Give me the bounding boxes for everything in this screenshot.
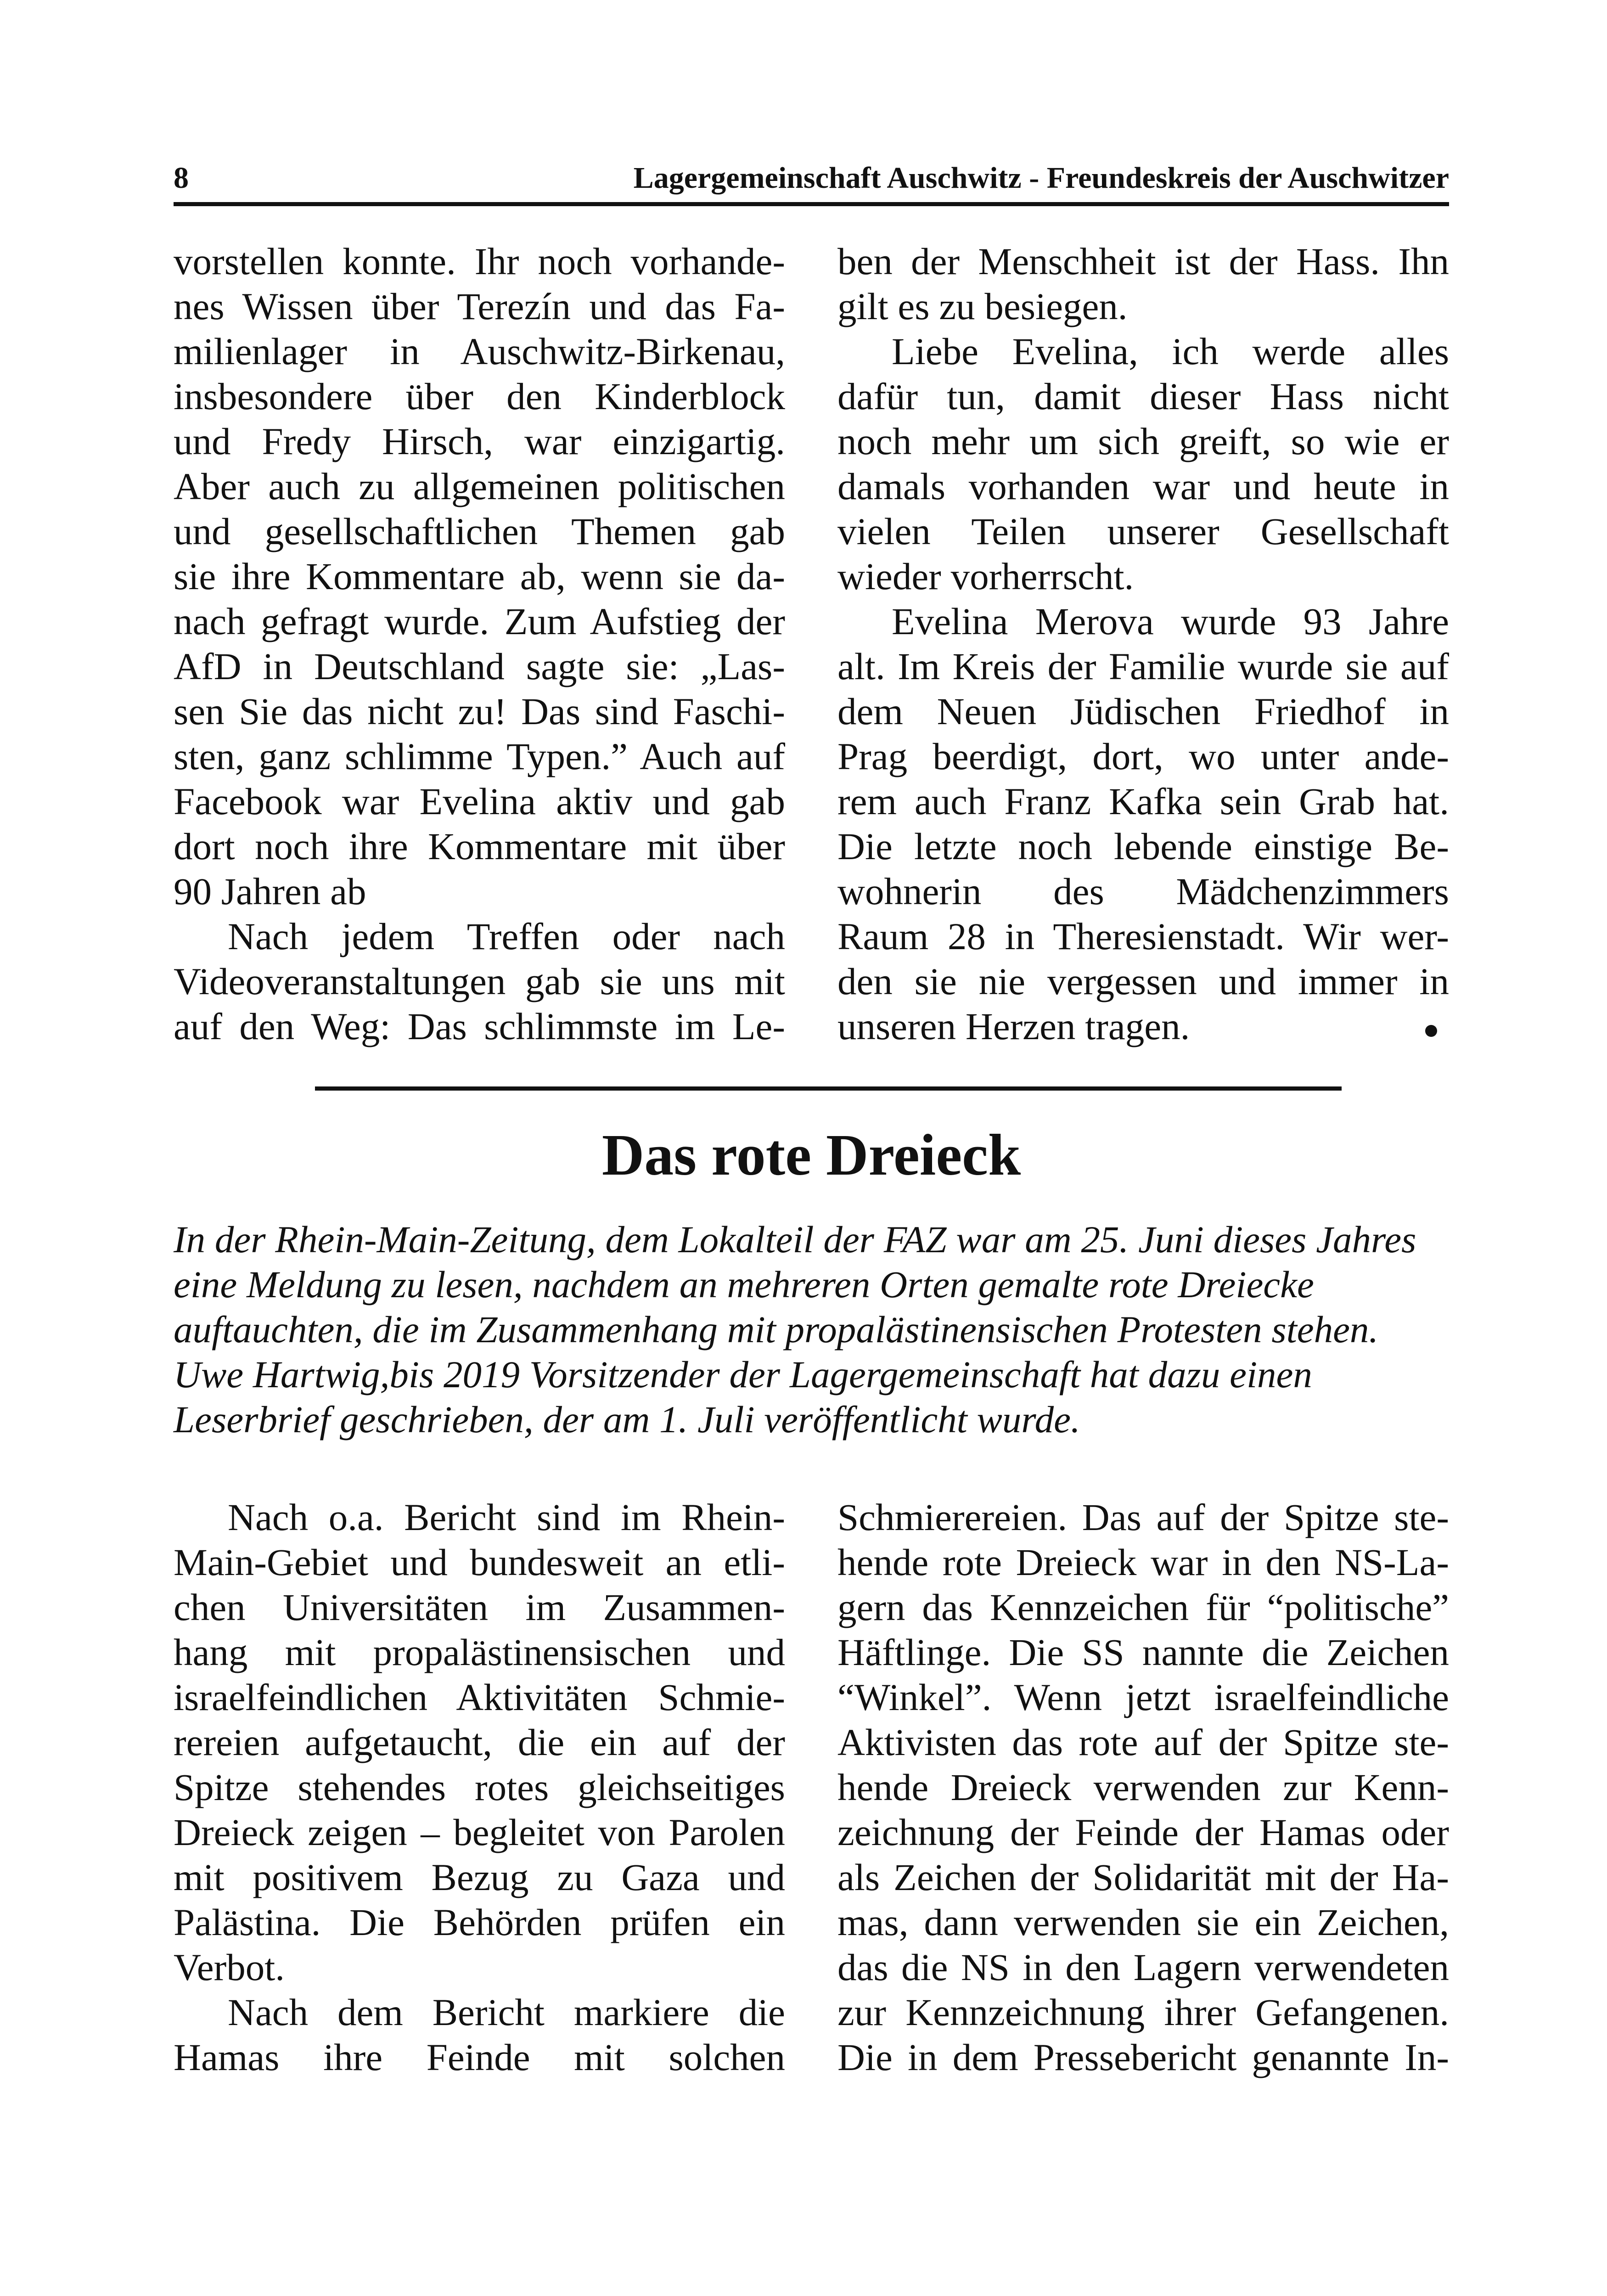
text-line: Dreieck zeigen – begleitet von Parolen xyxy=(174,1811,785,1853)
article-end-bullet xyxy=(1425,1025,1437,1037)
section-divider xyxy=(315,1086,1342,1091)
text-line: Nach o.a. Bericht sind im Rhein- xyxy=(228,1496,785,1538)
text-line: rem auch Franz Kafka sein Grab hat. xyxy=(837,780,1449,822)
text-line: milienlager in Auschwitz-Birkenau, xyxy=(174,330,785,372)
text-line: auf den Weg: Das schlimmste im Le- xyxy=(174,1005,785,1047)
text-line: gern das Kennzeichen für “politische” xyxy=(837,1586,1449,1628)
text-line: Videoveranstaltungen gab sie uns mit xyxy=(174,960,785,1002)
text-line: sten, ganz schlimme Typen.” Auch auf xyxy=(174,735,785,777)
text-line: hende Dreieck verwenden zur Kenn- xyxy=(837,1766,1449,1808)
text-line: das die NS in den Lagern verwendeten xyxy=(837,1946,1449,1988)
text-line: und gesellschaftlichen Themen gab xyxy=(174,510,785,552)
text-line: dort noch ihre Kommentare mit über xyxy=(174,825,785,867)
text-line: “Winkel”. Wenn jetzt israelfeindliche xyxy=(837,1676,1449,1718)
text-line: dem Neuen Jüdischen Friedhof in xyxy=(837,690,1449,732)
text-line: mas, dann verwenden sie ein Zeichen, xyxy=(837,1901,1449,1943)
text-line: Spitze stehendes rotes gleichseitiges xyxy=(174,1766,785,1808)
text-line: dafür tun, damit dieser Hass nicht xyxy=(837,375,1449,417)
text-line: 90 Jahren ab xyxy=(174,870,366,912)
text-line: sen Sie das nicht zu! Das sind Faschi- xyxy=(174,690,785,732)
text-line: Die letzte noch lebende einstige Be- xyxy=(837,825,1449,867)
text-line: den sie nie vergessen und immer in xyxy=(837,960,1449,1002)
text-line: Verbot. xyxy=(174,1946,285,1988)
text-line: vorstellen konnte. Ihr noch vorhande- xyxy=(174,240,785,282)
running-head: Lagergemeinschaft Auschwitz - Freundeskreis der Auschwitzer xyxy=(633,161,1449,195)
text-line: wohnerin des Mädchenzimmers xyxy=(837,870,1449,912)
text-line: Nach jedem Treffen oder nach xyxy=(228,915,785,957)
bottom-left-column xyxy=(174,1495,785,2080)
text-line: Aktivisten das rote auf der Spitze ste- xyxy=(837,1721,1449,1763)
text-line: Raum 28 in Theresienstadt. Wir wer- xyxy=(837,915,1449,957)
text-line: nach gefragt wurde. Zum Aufstieg der xyxy=(174,600,785,642)
top-left-column xyxy=(174,239,785,1049)
text-line: vielen Teilen unserer Gesellschaft xyxy=(837,510,1449,552)
text-line: rereien aufgetaucht, die ein auf der xyxy=(174,1721,785,1763)
text-line: Evelina Merova wurde 93 Jahre xyxy=(892,600,1449,642)
text-line: als Zeichen der Solidarität mit der Ha- xyxy=(837,1856,1449,1898)
text-line: zur Kennzeichnung ihrer Gefangenen. xyxy=(837,1991,1449,2033)
text-line: mit positivem Bezug zu Gaza und xyxy=(174,1856,785,1898)
text-line: Schmierereien. Das auf der Spitze ste- xyxy=(837,1496,1449,1538)
text-line: damals vorhanden war und heute in xyxy=(837,465,1449,507)
text-line: sie ihre Kommentare ab, wenn sie da- xyxy=(174,555,785,597)
text-line: ben der Menschheit ist der Hass. Ihn xyxy=(837,240,1449,282)
text-line: Palästina. Die Behörden prüfen ein xyxy=(174,1901,785,1943)
text-line: unseren Herzen tragen. xyxy=(837,1005,1190,1047)
top-right-column xyxy=(837,239,1449,1049)
text-line: chen Universitäten im Zusammen- xyxy=(174,1586,785,1628)
text-line: Häftlinge. Die SS nannte die Zeichen xyxy=(837,1631,1449,1673)
text-line: Facebook war Evelina aktiv und gab xyxy=(174,780,785,822)
article-title: Das rote Dreieck xyxy=(601,1122,1021,1187)
text-line: und Fredy Hirsch, war einzigartig. xyxy=(174,420,785,462)
text-line: zeichnung der Feinde der Hamas oder xyxy=(837,1811,1449,1853)
text-line: Aber auch zu allgemeinen politischen xyxy=(174,465,785,507)
text-line: nes Wissen über Terezín und das Fa- xyxy=(174,285,785,327)
text-line: Main-Gebiet und bundesweit an etli- xyxy=(174,1541,785,1583)
text-line: Nach dem Bericht markiere die xyxy=(228,1991,785,2033)
text-line: Hamas ihre Feinde mit solchen xyxy=(174,2036,785,2078)
text-line: Die in dem Pressebericht genannte In- xyxy=(837,2036,1449,2078)
bottom-right-column xyxy=(837,1495,1449,2080)
text-line: gilt es zu besiegen. xyxy=(837,285,1128,327)
text-line: israelfeindlichen Aktivitäten Schmie- xyxy=(174,1676,785,1718)
text-line: Liebe Evelina, ich werde alles xyxy=(892,330,1449,372)
page-header xyxy=(174,152,1449,206)
text-line: hende rote Dreieck war in den NS-La- xyxy=(837,1541,1449,1583)
text-line: hang mit propalästinensischen und xyxy=(174,1631,785,1673)
text-line: noch mehr um sich greift, so wie er xyxy=(837,420,1449,462)
text-line: wieder vorherrscht. xyxy=(837,555,1134,597)
text-line: Prag beerdigt, dort, wo unter ande- xyxy=(837,735,1449,777)
article-lead: In der Rhein-Main-Zeitung, dem Lokalteil der FAZ war am 25. Juni dieses Jahres eine Meldung zu lesen, nachdem an mehreren Orten gemalte rote Dreiecke auftauchten, die im Zusammenhang mit propalästinensischen Protesten stehen. Uwe Hartwig,bis 2019 Vorsitzender der Lagergemeinschaft hat dazu einen Leserbrief geschrieben, der am 1. Juli veröffentlicht wurde. xyxy=(174,1218,1416,1441)
text-line: alt. Im Kreis der Familie wurde sie auf xyxy=(837,645,1449,687)
text-line: AfD in Deutschland sagte sie: „Las- xyxy=(174,645,785,687)
text-line: insbesondere über den Kinderblock xyxy=(174,375,785,417)
page-number: 8 xyxy=(174,161,189,195)
